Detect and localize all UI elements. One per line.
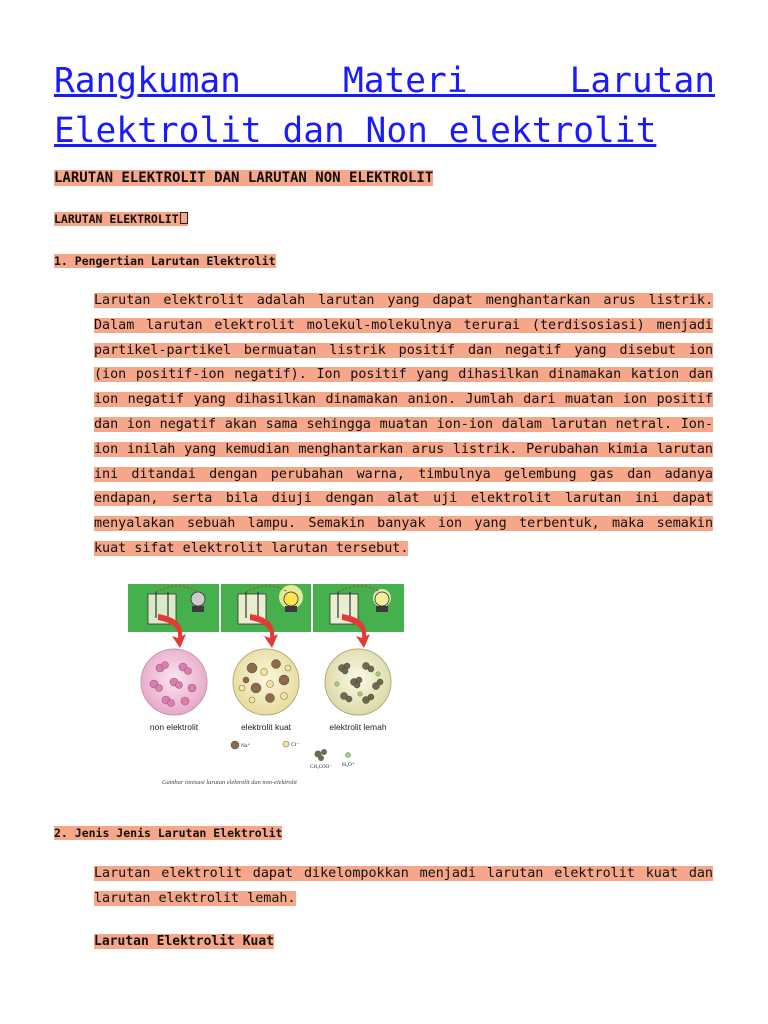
- legend-h3o: H₃O⁺: [342, 762, 355, 768]
- label-non-elektrolit: non elektrolit: [149, 722, 199, 732]
- section-2-title: 2. Jenis Jenis Larutan Elektrolit: [54, 826, 283, 840]
- legend-cl: Cl⁻: [291, 742, 300, 748]
- section-label: LARUTAN ELEKTROLIT: [54, 211, 188, 227]
- ionization-illustration: [128, 584, 404, 790]
- circle-elektrolit-kuat: [233, 649, 299, 715]
- main-heading: LARUTAN ELEKTROLIT DAN LARUTAN NON ELEKTROLIT: [54, 170, 434, 186]
- section-1-title: 1. Pengertian Larutan Elektrolit: [54, 254, 276, 268]
- section-2-paragraph: Larutan elektrolit dapat dikelompokkan menjadi larutan elektrolit kuat dan larutan elektrolit lemah.: [94, 866, 713, 906]
- label-elektrolit-lemah: elektrolit lemah: [329, 722, 387, 732]
- legend-na: Na⁺: [241, 743, 251, 749]
- subsection-title: Larutan Elektrolit Kuat: [94, 934, 275, 949]
- circle-elektrolit-lemah: [325, 649, 391, 715]
- section-1-paragraph: Larutan elektrolit adalah larutan yang dapat menghantarkan arus listrik. Dalam larutan elektrolit molekul-molekulnya terurai (terdisosiasi) menjadi partikel-partikel bermuatan listrik positif dan negatif yang disebut ion (ion positif-ion negatif). Ion positif yang dihasilkan dinamakan kation dan ion negatif yang dihasilkan dinamakan anion. Jumlah dari muatan ion positif dan ion negatif akan sama sehingga muatan ion-ion dalam larutan netral. Ion-ion inilah yang kemudian menghantarkan arus listrik. Perubahan kimia larutan ini ditandai dengan perubahan warna, timbulnya gelembung gas dan adanya endapan, serta bila diuji dengan alat uji elektrolit larutan ini dapat menyalakan sebuah lampu. Semakin banyak ion yang terbentuk, maka semakin kuat sifat elektrolit larutan tersebut.: [94, 293, 713, 556]
- label-elektrolit-kuat: elektrolit kuat: [240, 722, 292, 732]
- missing-glyph-box: [180, 212, 188, 224]
- legend-ch3coo: CH₃COO⁻: [310, 765, 332, 770]
- figure-caption: Gambar ionisasi larutan elektrolit dan non-elektrolit: [162, 779, 297, 786]
- ionization-figure: [128, 584, 404, 790]
- circle-non-elektrolit: [141, 649, 207, 715]
- document-title-link[interactable]: Rangkuman Materi Larutan Elektrolit dan Non elektrolit: [54, 61, 715, 151]
